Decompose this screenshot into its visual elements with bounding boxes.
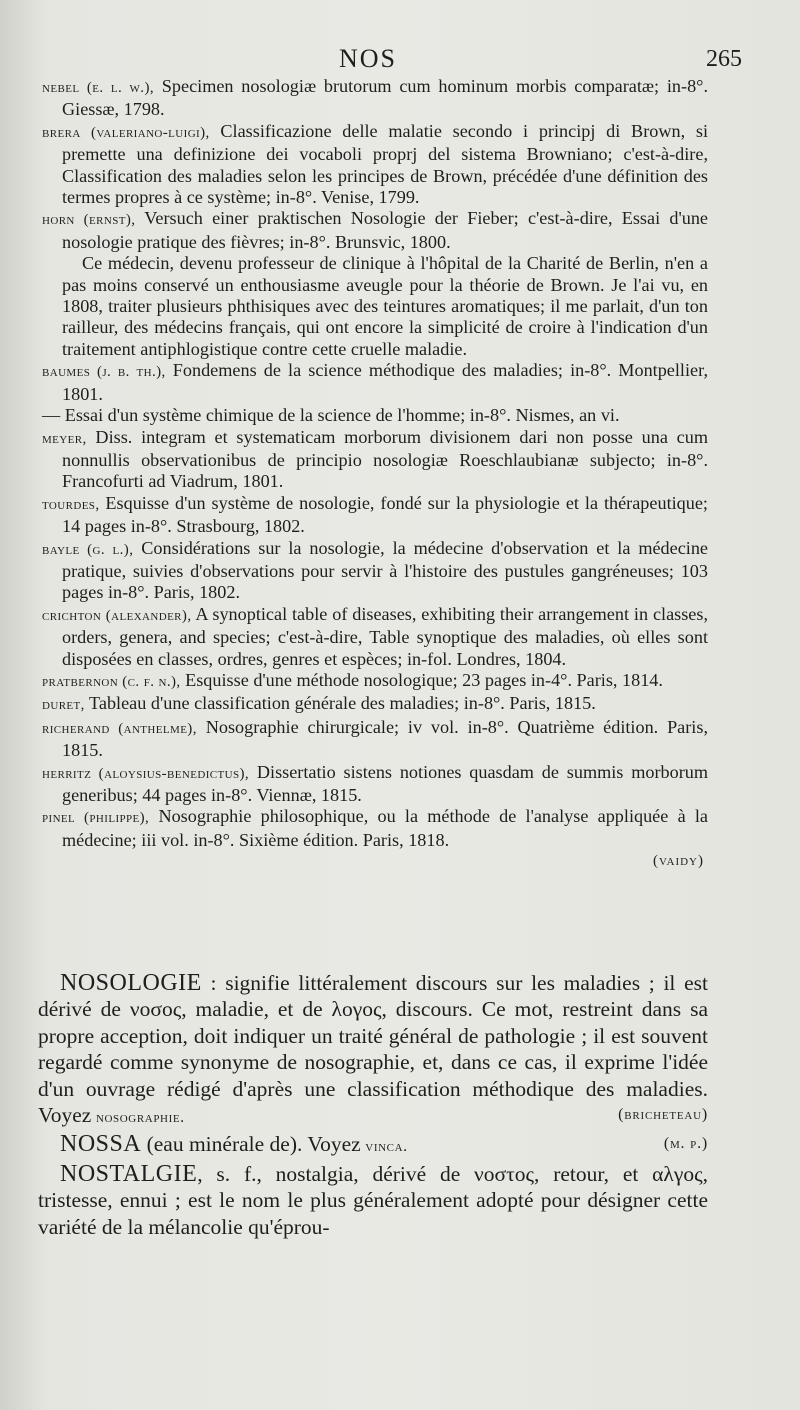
bib-author: crichton (alexander),	[42, 607, 192, 624]
article-headword: NOSTALGIE	[60, 1160, 198, 1187]
bib-text: Dissertatio sistens notiones quasdam de summis morborum generibus; 44 pages in-8°. Viennæ, 1815.	[62, 761, 708, 805]
article-nosologie	[38, 970, 708, 1131]
bib-text: Essai d'un système chimique de la science de l'homme; in-8°. Nismes, an vi.	[60, 405, 620, 426]
bib-author: horn (ernst),	[42, 212, 136, 229]
bib-entry	[42, 493, 708, 538]
page-number: 265	[706, 46, 742, 72]
article-signature: (m. p.)	[663, 1135, 708, 1153]
cross-reference: vinca.	[360, 1138, 408, 1156]
bibliography	[42, 76, 708, 871]
bib-entry	[42, 427, 708, 493]
bib-author: meyer,	[42, 430, 87, 447]
bib-entry	[42, 670, 708, 693]
bib-entry	[42, 121, 708, 209]
bib-author: baumes (j. b. th.),	[42, 364, 166, 381]
bib-text: Nosographie chirurgicale; iv vol. in-8°. Quatrième édition. Paris, 1815.	[62, 716, 708, 761]
bib-author: pratbernon (c. f. n.),	[42, 673, 181, 690]
bib-text: Specimen nosologiæ brutorum cum hominum morbis comparatæ; in-8°. Giessæ, 1798.	[62, 76, 708, 120]
bib-text: A synoptical table of diseases, exhibiting their arrangement in classes, orders, genera, and species; c'est-à-dire, Table synoptique des maladies, où elles sont disposées en classes, ordres, genres et espèces; in-fol. Londres, 1804.	[62, 603, 708, 669]
bib-text: Nosographie philosophique, ou la méthode de l'analyse appliquée à la médecine; iii vol. in-8°. Sixième édition. Paris, 1818.	[62, 806, 709, 850]
bib-entry	[42, 693, 708, 716]
bib-entry	[42, 76, 708, 121]
bib-entry	[42, 717, 708, 762]
bib-note	[42, 253, 708, 360]
bib-text: Esquisse d'une méthode nosologique; 23 pages in-4°. Paris, 1814.	[180, 669, 663, 690]
article-headword: NOSOLOGIE	[60, 970, 202, 996]
bib-text: Tableau d'une classification générale des maladies; in-8°. Paris, 1815.	[84, 693, 596, 714]
bib-author: nebel (e. l. w.),	[42, 80, 155, 96]
articles	[38, 970, 708, 1240]
bib-text: Diss. integram et systematicam morborum divisionem dari non posse una cum nonnullis observationibus de principio nosologiæ Roeschlaubianæ subjecto; in-8°. Francofurti ad Viadrum, 1801.	[62, 426, 708, 492]
article-nossa	[38, 1131, 708, 1160]
article-nostalgie	[38, 1161, 708, 1240]
bib-dash: —	[42, 405, 61, 426]
article-text: : signifie littéralement discours sur les maladies ; il est dérivé de νοσος, maladie, et de λογος, discours. Ce mot, restreint dans sa propre acception, doit indiquer un traité général de pathologie ; il est souvent regardé comme synonyme de nosographie, et, dans ce cas, il exprime l'idée d'un ouvrage rédigé d'après une classification méthodique des maladies. Voyez	[38, 971, 708, 1128]
bib-text: Classificazione delle malatie secondo i principj di Brown, si premette una definizione dei vocaboli proprj del sistema Browniano; c'est-à-dire, Classification des maladies selon les principes de Brown, précédée d'une définition des termes propres à ce système; in-8°. Venise, 1799.	[62, 120, 709, 208]
article-text: (eau minérale de). Voyez	[141, 1132, 361, 1157]
bib-text: Esquisse d'un système de nosologie, fondé sur la physiologie et la thérapeutique; 14 pages in-8°. Strasbourg, 1802.	[62, 492, 708, 537]
bib-entry	[42, 360, 708, 405]
article-text: , s. f., nostalgia, dérivé de νοστος, retour, et αλγος, tristesse, ennui ; est le nom le plus généralement adopté pour désigner cette variété de la mélancolie qu'éprou-	[38, 1161, 708, 1239]
bib-entry	[42, 208, 708, 253]
bib-text: Fondemens de la science méthodique des maladies; in-8°. Montpellier, 1801.	[62, 360, 708, 404]
bib-author: duret,	[42, 697, 85, 714]
cross-reference: nosographie.	[91, 1109, 185, 1127]
bib-author: richerand (anthelme),	[42, 720, 197, 737]
bib-entry	[42, 806, 708, 851]
bib-text: Considérations sur la nosologie, la médecine d'observation et la médecine pratique, suivies d'observations pour servir à l'histoire des pustules gangréneuses; 103 pages in-8°. Paris, 1802.	[62, 537, 708, 603]
bib-entry	[42, 604, 708, 670]
bib-author: herritz (aloysius-benedictus),	[42, 765, 250, 782]
bib-entry	[42, 405, 708, 426]
bibliography-signature: (vaidy)	[652, 853, 704, 870]
bib-author: brera (valeriano-luigi),	[42, 124, 210, 141]
bib-author: pinel (philippe),	[42, 810, 150, 827]
article-signature: (bricheteau)	[618, 1106, 708, 1124]
running-head: NOS	[338, 44, 397, 73]
bib-note-text: Ce médecin, devenu professeur de clinique à l'hôpital de la Charité de Berlin, n'en a pas moins conservé un enthousiasme aveugle pour la théorie de Brown. Je l'ai vu, en 1808, traiter plusieurs phthisiques avec des teintures aromatiques; il me parlait, d'un ton railleur, des médecins français, qui ont encore la simplicité de croire à l'indication d'un traitement antiphlogistique contre cette cruelle maladie.	[62, 253, 708, 359]
bib-text: Versuch einer praktischen Nosologie der Fieber; c'est-à-dire, Essai d'une nosologie pratique des fièvres; in-8°. Brunsvic, 1800.	[62, 208, 708, 252]
bib-author: bayle (g. l.),	[42, 541, 134, 558]
bib-entry	[42, 538, 708, 604]
bib-author: tourdes,	[42, 496, 100, 513]
bib-entry	[42, 762, 708, 807]
article-headword: NOSSA	[60, 1131, 142, 1158]
